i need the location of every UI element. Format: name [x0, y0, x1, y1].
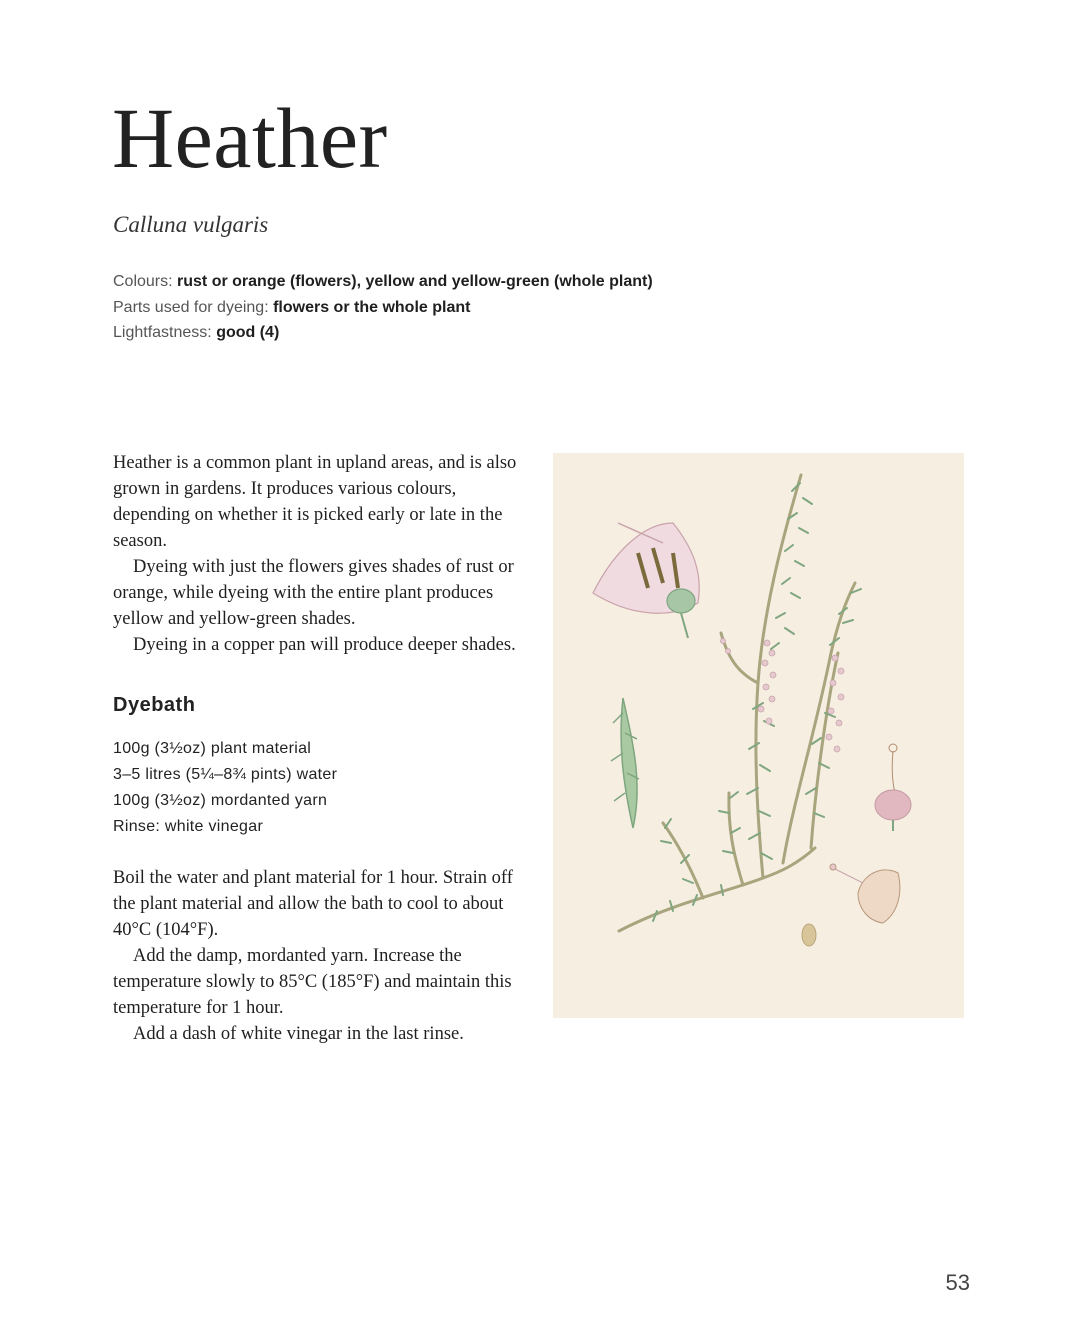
flower [769, 696, 775, 702]
ingredient-item: Rinse: white vinegar [113, 818, 264, 835]
flower [763, 684, 769, 690]
botanical-drawing [553, 453, 964, 1018]
flower [766, 718, 772, 724]
flower [830, 680, 836, 686]
dye-facts [113, 269, 653, 346]
stem [619, 848, 815, 931]
capsule-detail [875, 744, 911, 831]
colours-label: Colours: [113, 273, 173, 290]
stem [721, 633, 758, 683]
flower [838, 694, 844, 700]
seed-detail [802, 924, 816, 946]
heather-illustration [553, 453, 964, 1018]
flower [838, 668, 844, 674]
open-capsule-detail [830, 864, 900, 923]
flower [762, 660, 768, 666]
flower [836, 720, 842, 726]
flower [726, 649, 731, 654]
method-paragraph: Add a dash of white vinegar in the last rinse. [133, 1024, 464, 1044]
stem [756, 475, 801, 878]
flower [721, 639, 726, 644]
lightfastness-value: good (4) [216, 324, 280, 341]
method-paragraph: Boil the water and plant material for 1 hour. Strain off the plant material and allow the bath to cool to about 40°C (104°F). [113, 868, 513, 940]
flower [769, 650, 775, 656]
method-text [113, 865, 533, 1047]
shoot-detail [611, 698, 639, 828]
colours-row [113, 269, 653, 295]
ingredient-item: 100g (3½oz) plant material [113, 740, 312, 757]
method-paragraph: Add the damp, mordanted yarn. Increase the temperature slowly to 85°C (185°F) and maintain this temperature for 1 hour. [113, 946, 512, 1018]
flower [832, 655, 838, 661]
intro-paragraph: Dyeing in a copper pan will produce deeper shades. [133, 635, 516, 655]
flower [834, 746, 840, 752]
page-number: 53 [945, 1270, 970, 1295]
colours-value: rust or orange (flowers), yellow and yellow-green (whole plant) [177, 273, 653, 290]
intro-paragraph: Heather is a common plant in upland areas, and is also grown in gardens. It produces various colours, depending on whether it is picked early or late in the season. [113, 453, 517, 551]
intro-paragraph: Dyeing with just the flowers gives shades of rust or orange, while dyeing with the entire plant produces yellow and yellow-green shades. [113, 557, 514, 629]
flower [826, 734, 832, 740]
intro-text [113, 450, 533, 658]
lightfastness-label: Lightfastness: [113, 324, 212, 341]
stem [783, 583, 855, 863]
leaf [661, 819, 693, 883]
flower [828, 708, 834, 714]
flower-detail [593, 523, 699, 638]
leaf [785, 483, 812, 566]
lightfastness-row [113, 320, 653, 346]
parts-row [113, 295, 653, 321]
parts-label: Parts used for dyeing: [113, 298, 269, 316]
flower [764, 640, 770, 646]
leaf [771, 578, 800, 649]
latin-name: Calluna vulgaris [113, 212, 269, 237]
flower [770, 672, 776, 678]
dyebath-heading: Dyebath [113, 694, 196, 716]
flower [758, 706, 764, 712]
stem [729, 793, 743, 885]
parts-value: flowers or the whole plant [273, 298, 471, 316]
ingredient-item: 3–5 litres (5¼–8¾ pints) water [113, 766, 338, 783]
page-title: Heather [112, 90, 388, 186]
ingredient-item: 100g (3½oz) mordanted yarn [113, 792, 328, 809]
ingredient-list [113, 736, 337, 840]
